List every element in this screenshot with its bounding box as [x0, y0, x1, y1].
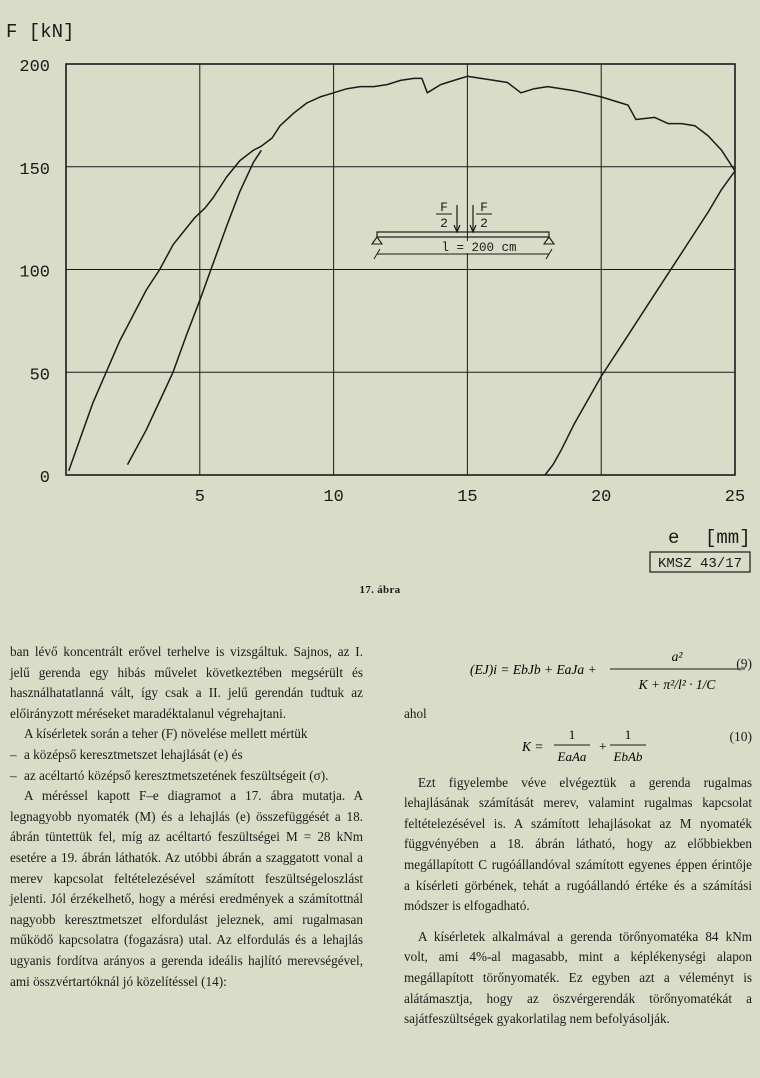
x-tick-label: 25 — [724, 488, 746, 507]
series-line-3 — [128, 150, 262, 464]
eq10-number: (10) — [729, 728, 752, 744]
eq9-denominator: K + π²/l² · 1/C — [638, 677, 716, 692]
measurement-list — [10, 745, 363, 786]
right-column — [404, 642, 752, 1030]
eq10-term1-num: 1 — [568, 726, 576, 742]
eq10-term1-den: EaAa — [557, 748, 587, 764]
x-tick-label: 5 — [194, 488, 205, 507]
paragraph: ban lévő koncentrált erővel terhelve is vizsgáltuk. Sajnos, az I. jelű gerenda egy hibás művelet következtében megsérült és használhatatlanná vált, így csak a II. jelű gerendán tudtuk az előirányzott méréseket maradéktalanul végrehajtani. — [10, 644, 363, 721]
eq9-number: (9) — [736, 656, 752, 671]
y-tick-labels — [19, 58, 50, 488]
x-tick-label: 10 — [323, 488, 344, 507]
eq10-lhs: K = — [522, 738, 544, 754]
series-lines — [69, 76, 735, 475]
series-line-1 — [69, 76, 735, 471]
list-item: – az acéltartó középső keresztmetszetének feszültségeit (σ). — [10, 766, 363, 787]
eq9-numerator: a² — [671, 649, 683, 664]
y-tick-label: 150 — [19, 160, 50, 180]
load-left-den: 2 — [440, 216, 448, 231]
paragraph: A kísérletek alkalmával a gerenda törőnyomatéka 84 kNm volt, ami 4%-al magasabb, mint a képlékenységi alapon megállapított törőnyomaték. Ez egyben azt a véleményt is alátámasztja, hogy az öszvérgerendák törőnyomatékát a sajátfeszültségek gyakorlatilag nem befolyásolják. — [404, 928, 752, 1027]
x-tick-label: 15 — [457, 488, 478, 507]
eq9-lhs: (EJ)i = EbJb + EaJa + — [470, 662, 597, 677]
equation-10 — [404, 725, 752, 773]
eq10-term2-num: 1 — [624, 726, 632, 742]
paragraph: Ezt figyelembe véve elvégeztük a gerenda rugalmas lehajlásának számítását merev, valamint rugalmas kapcsolat feltételezésével is. A számított lehajlásokat az M nyomaték függvényében a 18. ábrán látható, hogy az előbbiekben megállapított C rugóállandóval számított egyenes éppen érintője a kísérleti görbének, tehát a rugóállandó értéke és a számítási módszer is elfogadható. — [404, 774, 752, 914]
y-tick-label: 0 — [39, 469, 50, 488]
eq10-plus: + — [599, 738, 607, 754]
y-tick-label: 50 — [29, 366, 50, 386]
load-left-num: F — [440, 200, 448, 215]
beam-inset — [372, 200, 554, 259]
left-support — [372, 237, 382, 244]
load-right-den: 2 — [480, 216, 488, 231]
list-item: – a középső keresztmetszet lehajlását (e) és — [10, 745, 363, 766]
equation-10-formula — [522, 725, 760, 771]
left-column — [10, 642, 363, 992]
span-label: l = 200 cm — [441, 241, 517, 255]
paragraph: A kísérletek során a teher (F) növelése mellett mértük — [24, 726, 308, 742]
y-tick-label: 200 — [19, 58, 50, 77]
beam — [377, 232, 549, 237]
equation-9 — [404, 642, 752, 704]
x-axis-unit: [mm] — [705, 527, 751, 549]
x-tick-labels — [195, 488, 746, 507]
eq10-term2-den: EbAb — [613, 748, 643, 764]
y-tick-label: 100 — [19, 263, 50, 283]
equation-9-formula — [470, 644, 760, 704]
series-line-2 — [545, 171, 735, 475]
paragraph: A méréssel kapott F–e diagramot a 17. ábra mutatja. A legnagyobb nyomaték (M) és a lehajlás (e) összefüggését a 18. ábrán tüntettük fel, míg az acéltartó feszültségei M = 28 kNm esetére a 19. ábrán láthatók. Az utóbbi ábrán a szaggatott vonal a merev kapcsolat feltételezésével számított feszültségeloszlást jelenti. Jól érzékelhető, hogy a mérési eredmények a számítottnál nagyobb keresztmetszet elfordulást jeleznek, ami rugalmasan működő kapcsolatra (fogazásra) utal. Az elfordulás és a lehajlás ugyanis fordítva arányos a gerenda ideális hajlító merevségével, ami összvértartóknál jó közelítéssel (14): — [10, 788, 363, 989]
paragraph: ahol — [404, 706, 427, 721]
chart-grid — [66, 64, 735, 475]
y-axis-label: F [kN] — [6, 21, 75, 43]
x-tick-label: 20 — [590, 488, 612, 507]
load-right-num: F — [480, 200, 488, 215]
figure-caption: 17. ábra — [359, 584, 401, 596]
figure-code: KMSZ 43/17 — [657, 556, 743, 572]
x-axis-label: e — [668, 527, 680, 549]
right-support — [544, 237, 554, 244]
